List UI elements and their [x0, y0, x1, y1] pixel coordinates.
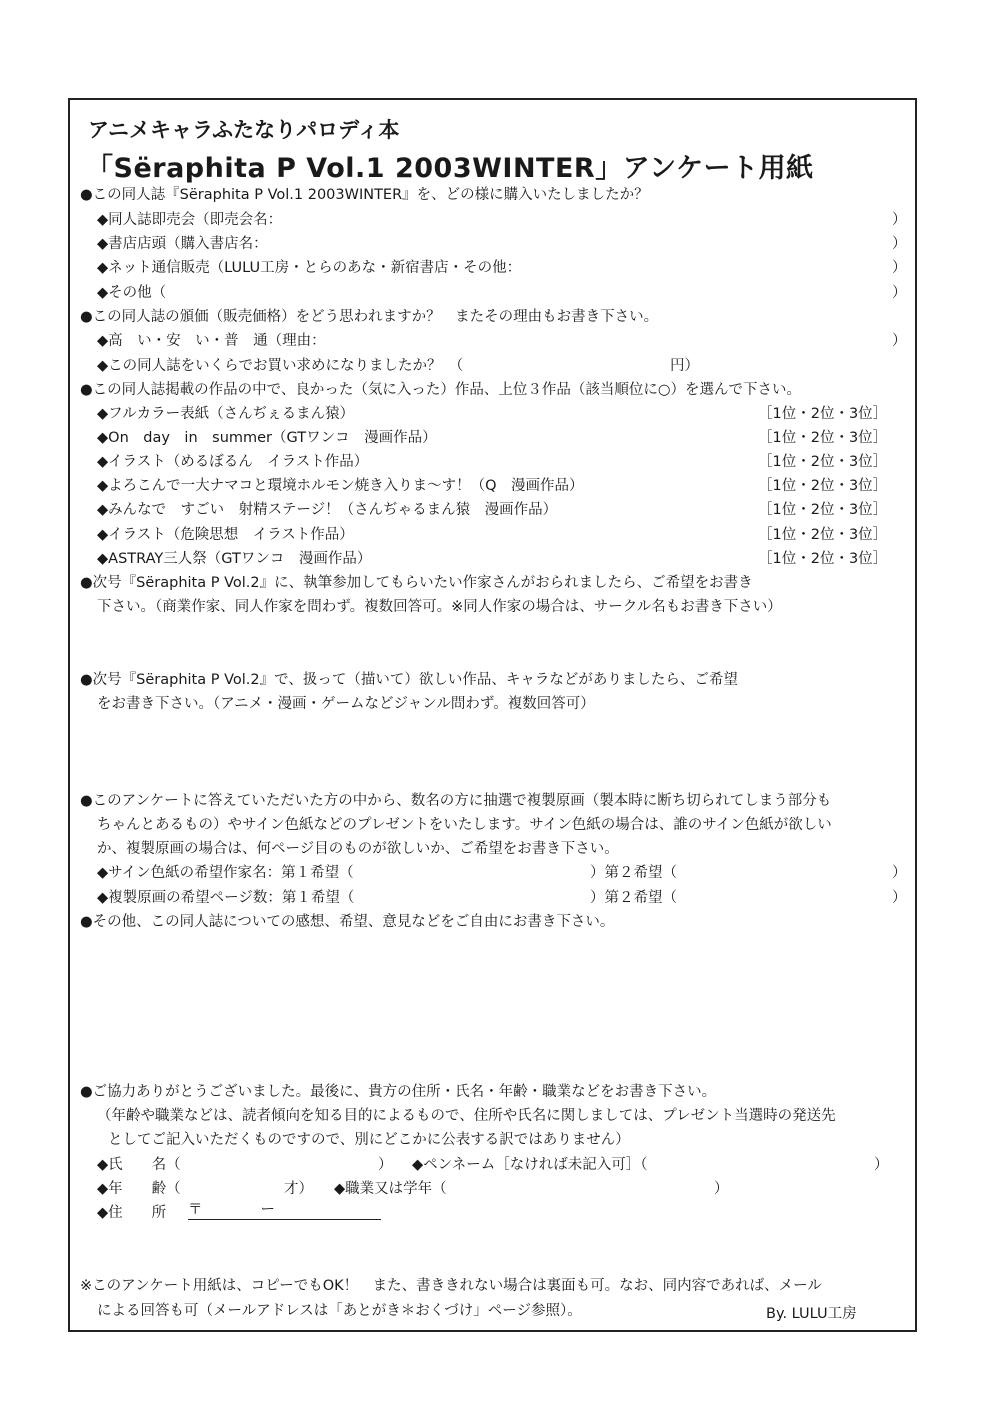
q6-page-close: ） [892, 890, 907, 906]
personal-note-2: としてご記入いただくものですので、別にどこかに公表する訳ではありません） [108, 1132, 630, 1148]
q5-line-1: ●次号『Sëraphita P Vol.2』で、扱って（描いて）欲しい作品、キャラなどがありましたら、ご希望 [80, 672, 738, 688]
penname-close: ） [874, 1157, 889, 1173]
footer-line-2: による回答も可（メールアドレスは「あとがき＊おくづけ」ページ参照）。 [97, 1303, 582, 1319]
q1-option-other: ◆その他（ [97, 285, 167, 301]
q2-question: ●この同人誌の頒価（販売価格）をどう思われますか？ またその理由もお書き下さい。 [80, 309, 659, 325]
penname-label: ◆ペンネーム［なければ未記入可］（ [412, 1157, 648, 1173]
q2-option-paid: ◆この同人誌をいくらでお買い求めになりましたか？ （ [97, 358, 464, 374]
q6-sign-second: ）第２希望（ [590, 865, 677, 881]
age-unit: 才） [284, 1181, 313, 1197]
q1-option-event-close: ） [892, 212, 907, 228]
q5-line-2: をお書き下さい。（アニメ・漫画・ゲームなどジャンル問わず。複数回答可） [97, 696, 595, 712]
address-underline [188, 1219, 381, 1220]
q3-rank-1: ［1位・2位・3位］ [758, 406, 888, 422]
q1-option-event: ◆同人誌即売会（即売会名： [97, 212, 283, 228]
q1-option-online: ◆ネット通信販売（LULU工房・とらのあな・新宿書店・その他： [97, 260, 522, 276]
q6-line-2: ちゃんとあるもの）やサイン色紙などのプレゼントをいたします。サイン色紙の場合は、誰のサイン色紙が欲しい [97, 817, 832, 833]
footer-line-1: ※このアンケート用紙は、コピーでもOK！ また、書ききれない場合は裏面も可。なお、同内容であれば、メール [80, 1278, 822, 1294]
q1-option-store: ◆書店店頭（購入書店名： [97, 236, 268, 252]
q3-work-5: ◆みんなで すごい 射精ステージ！（さんぢゃるまん猿 漫画作品） [97, 502, 558, 518]
q1-question: ●この同人誌『Sëraphita P Vol.1 2003WINTER』を、どの様に購入いたしましたか？ [80, 187, 649, 203]
name-close: ） [378, 1157, 393, 1173]
q3-question: ●この同人誌掲載の作品の中で、良かった（気に入った）作品、上位３作品（該当順位に○）を選んで下さい。 [80, 382, 802, 398]
q7-line: ●その他、この同人誌についての感想、希望、意見などをご自由にお書き下さい。 [80, 914, 615, 930]
q2-option-paid-unit: 円） [670, 358, 699, 374]
job-label: ◆職業又は学年（ [334, 1181, 447, 1197]
postal-mark: 〒 ー [188, 1202, 275, 1218]
q3-work-6: ◆イラスト（危険思想 イラスト作品） [97, 527, 354, 543]
q3-rank-6: ［1位・2位・3位］ [758, 527, 888, 543]
q3-rank-5: ［1位・2位・3位］ [758, 502, 888, 518]
q2-option-price-close: ） [892, 333, 907, 349]
q4-line-1: ●次号『Sëraphita P Vol.2』に、執筆参加してもらいたい作家さんがおられましたら、ご希望をお書き [80, 575, 753, 591]
q3-rank-3: ［1位・2位・3位］ [758, 454, 888, 470]
q6-page-label: ◆複製原画の希望ページ数：第１希望（ [97, 890, 355, 906]
q3-work-1: ◆フルカラー表紙（さんぢぇるまん猿） [97, 406, 355, 422]
q3-work-4: ◆よろこんで一大ナマコと環境ホルモン焼き入りま～す！（Q 漫画作品） [97, 478, 584, 494]
name-label: ◆氏 名（ [97, 1157, 181, 1173]
q2-option-price: ◆高 い・安 い・普 通（理由： [97, 333, 326, 349]
personal-note-1: （年齢や職業などは、読者傾向を知る目的によるもので、住所や氏名に関しましては、プレゼント当選時の発送先 [97, 1108, 836, 1124]
q6-sign-close: ） [892, 865, 907, 881]
q4-line-2: 下さい。（商業作家、同人作家を問わず。複数回答可。※同人作家の場合は、サークル名もお書き下さい） [97, 599, 782, 615]
address-label: ◆住 所 [97, 1205, 167, 1221]
q3-rank-4: ［1位・2位・3位］ [758, 478, 888, 494]
q3-rank-2: ［1位・2位・3位］ [758, 430, 888, 446]
footer-signature: By. LULU工房 [766, 1306, 857, 1322]
page-title: 「Sëraphita P Vol.1 2003WINTER」アンケート用紙 [86, 153, 814, 184]
q3-work-3: ◆イラスト（めるぼるん イラスト作品） [97, 454, 369, 470]
q1-option-online-close: ） [892, 260, 907, 276]
q1-option-store-close: ） [892, 236, 907, 252]
subtitle-heading: アニメキャラふたなりパロディ本 [88, 118, 400, 142]
personal-intro: ●ご協力ありがとうございました。最後に、貴方の住所・氏名・年齢・職業などをお書き下さい。 [80, 1084, 717, 1100]
q1-option-other-close: ） [892, 285, 907, 301]
q6-sign-label: ◆サイン色紙の希望作家名：第１希望（ [97, 865, 354, 881]
q6-page-second: ）第２希望（ [590, 890, 677, 906]
q3-rank-7: ［1位・2位・3位］ [758, 551, 888, 567]
q6-line-3: か、複製原画の場合は、何ページ目のものが欲しいか、ご希望をお書き下さい。 [97, 841, 619, 857]
q3-work-7: ◆ASTRAY三人祭（GTワンコ 漫画作品） [97, 551, 372, 567]
q6-line-1: ●このアンケートに答えていただいた方の中から、数名の方に抽選で複製原画（製本時に断ち切られてしまう部分も [80, 793, 832, 809]
q3-work-2: ◆On day in summer（GTワンコ 漫画作品） [97, 430, 437, 446]
job-close: ） [714, 1181, 729, 1197]
age-label: ◆年 齢（ [97, 1181, 181, 1197]
